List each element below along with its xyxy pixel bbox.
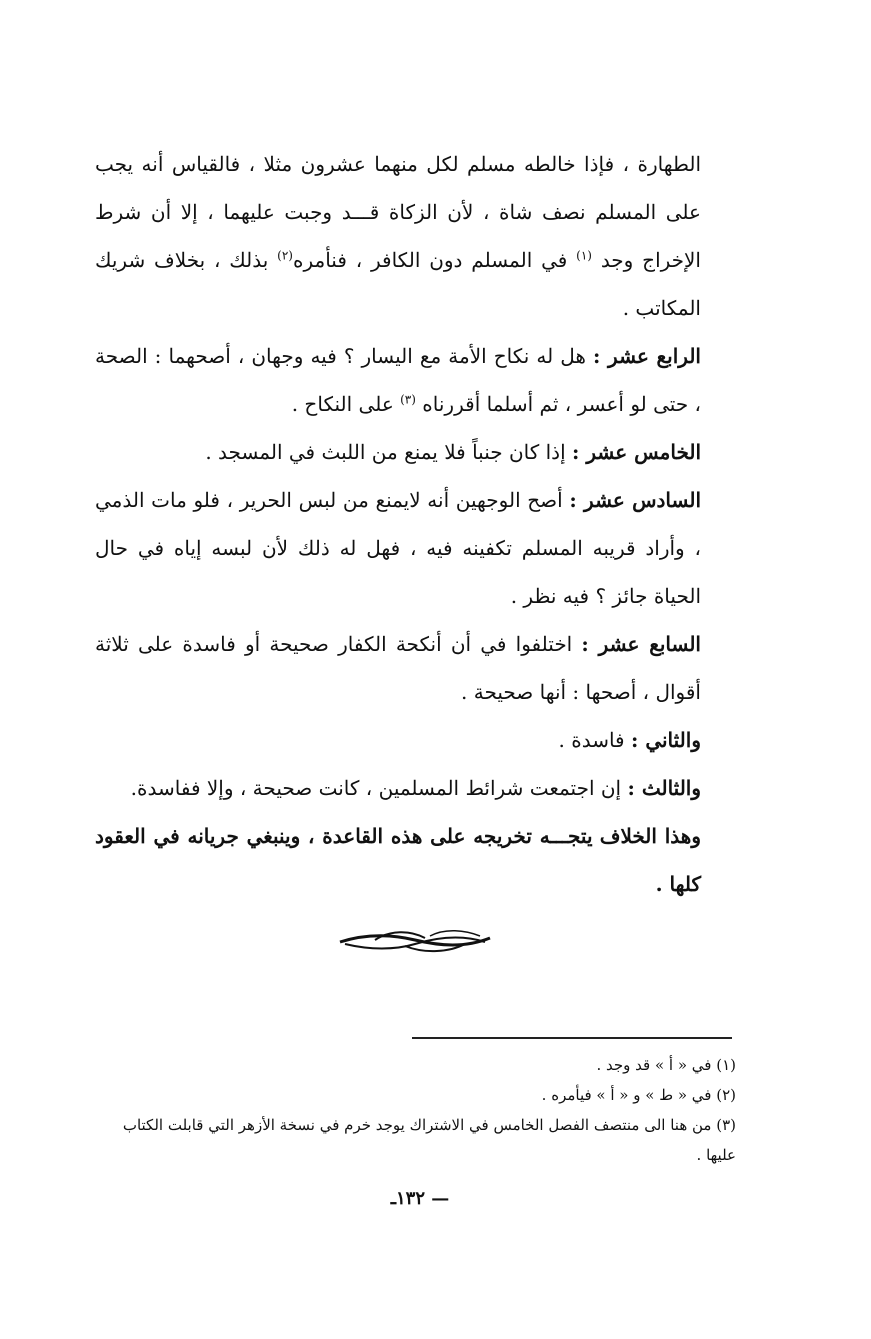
paragraph-sixteenth [95, 476, 701, 620]
paragraph-text: أصح الوجهين أنه لايمنع من لبس الحرير ، فلو مات الذمي ، وأراد قريبه المسلم تكفينه فيه ، فهل له ذلك لأن لبسه إياه في حال الحياة جائز ؟ فيه نظر . [95, 488, 701, 608]
paragraph-fifteenth [95, 428, 701, 476]
paragraph-text: في المسلم دون الكافر ، فنأمره [292, 248, 568, 272]
footnote-marker: (١) [576, 248, 592, 263]
paragraph-fourteenth [95, 332, 701, 428]
paragraph-text: إن اجتمعت شرائط المسلمين ، كانت صحيحة ، وإلا ففاسدة. [130, 776, 622, 800]
paragraph-text: هل له نكاح الأمة مع اليسار ؟ فيه وجهان ، أصحهما : الصحة ، حتى لو أعسر ، ثم أسلما أقررناه [95, 344, 701, 416]
paragraph-text: اختلفوا في أن أنكحة الكفار صحيحة أو فاسدة على ثلاثة أقوال ، أصحها : أنها صحيحة . [95, 632, 701, 704]
paragraph-second-opinion [95, 716, 701, 764]
paragraph-text: فاسدة . [558, 728, 625, 752]
paragraph-text: على النكاح . [291, 392, 394, 416]
section-heading: والثالث : [627, 776, 701, 800]
decorative-ornament-icon [335, 922, 495, 962]
paragraph-third-opinion [95, 764, 701, 812]
page-number: — ١٣٢ـ [390, 1188, 450, 1209]
footnote-marker: (٢) [277, 248, 293, 263]
paragraph-text: إذا كان جنباً فلا يمنع من اللبث في المسجد . [205, 440, 566, 464]
section-heading: السادس عشر : [569, 488, 702, 512]
section-heading: وهذا الخلاف [599, 824, 702, 848]
footnotes [95, 1050, 736, 1170]
footnote-1: (١) في « أ » قد وجد . [596, 1056, 736, 1074]
footnote-3: (٣) من هنا الى منتصف الفصل الخامس في الاشتراك يوجد خرم في نسخة الأزهر التي قابلت الكتاب عليها . [122, 1116, 736, 1164]
paragraph-taharah [95, 140, 701, 332]
footnote-marker: (٣) [400, 392, 416, 407]
paragraph-text: بذلك ، بخلاف شريك المكاتب . [95, 248, 701, 320]
section-heading: الخامس عشر : [572, 440, 701, 464]
paragraph-seventeenth [95, 620, 701, 716]
footnote-divider [412, 1037, 732, 1039]
paragraph-conclusion [95, 812, 701, 908]
section-heading: السابع عشر : [581, 632, 701, 656]
paragraph-text: الطهارة ، فإذا خالطه مسلم لكل منهما عشرون مثلا ، فالقياس أنه يجب على المسلم نصف شاة ، لأن الزكاة قـــد وجبت عليهما ، إلا أن شرط الإخراج وجد [95, 152, 701, 272]
section-heading: والثاني : [630, 728, 701, 752]
section-heading: الرابع عشر : [593, 344, 701, 368]
paragraph-text: يتجـــه تخريجه على هذه القاعدة ، وينبغي جريانه في العقود كلها . [95, 824, 701, 896]
footnote-2: (٢) في « ط » و « أ » فيأمره . [541, 1086, 736, 1104]
main-text [95, 140, 701, 908]
